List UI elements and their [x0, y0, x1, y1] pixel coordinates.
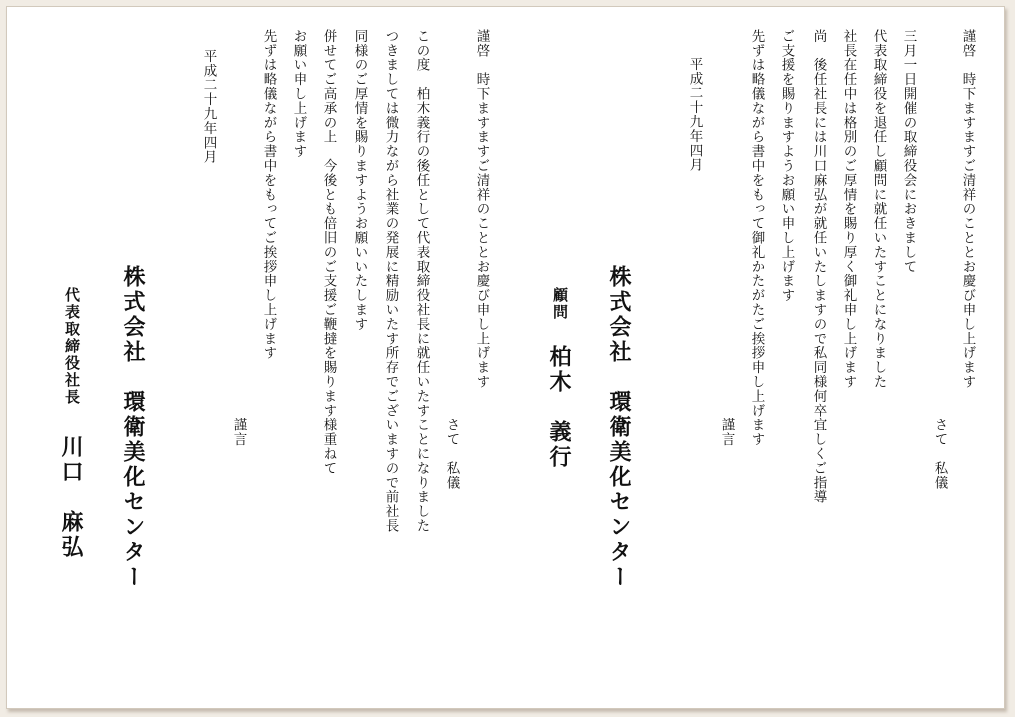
letter-line: ご支援を賜りますようお願い申し上げます — [778, 29, 795, 303]
signer-title: 代表取締役社長 — [63, 287, 81, 406]
letter-line: 尚 後任社長には川口麻弘が就任いたしますので私同様何卒宜しくご指導 — [810, 29, 827, 505]
letter-line: 代表取締役を退任し顧問に就任いたすことになりました — [870, 29, 887, 389]
signer-name: 川口 麻弘 — [58, 435, 83, 560]
letter-line: 併せてご高承の上 今後とも倍旧のご支援ご鞭撻を賜ります様重ねて — [320, 29, 337, 476]
signer-name: 柏木 義行 — [546, 345, 571, 470]
signer-title: 顧問 — [551, 287, 569, 321]
letter-line: お願い申し上げます — [290, 29, 307, 159]
letter-line: この度 柏木義行の後任として代表取締役社長に就任いたすことになりました — [413, 29, 430, 533]
letter-line: 先ずは略儀ながら書中をもってご挨拶申し上げます — [260, 29, 277, 361]
letter-line: 社長在任中は格別のご厚情を賜り厚く御礼申し上げます — [840, 29, 857, 389]
letter-line: さて 私儀 — [931, 29, 948, 490]
company-name: 株式会社 環衛美化センター — [120, 265, 145, 590]
letter-line: 謹啓 時下ますますご清祥のこととお慶び申し上げます — [473, 29, 490, 389]
letter-line: 謹言 — [718, 29, 735, 447]
letter-date: 平成二十九年四月 — [686, 57, 703, 173]
letter-date: 平成二十九年四月 — [200, 49, 217, 165]
letter-line: 同様のご厚情を賜りますようお願いいたします — [351, 29, 368, 332]
letter-line: さて 私儀 — [443, 29, 460, 490]
letter-line: 謹言 — [230, 29, 247, 447]
letter-line: 三月一日開催の取締役会におきまして — [900, 29, 917, 274]
company-name: 株式会社 環衛美化センター — [606, 265, 631, 590]
letter-line: 先ずは略儀ながら書中をもって御礼かたがたご挨拶申し上げます — [748, 29, 765, 447]
letter-line: 謹啓 時下ますますご清祥のこととお慶び申し上げます — [959, 29, 976, 389]
letter-page — [6, 6, 1005, 709]
letter-line: つきましては微力ながら社業の発展に精励いたす所存でございますので前社長 — [382, 29, 399, 533]
